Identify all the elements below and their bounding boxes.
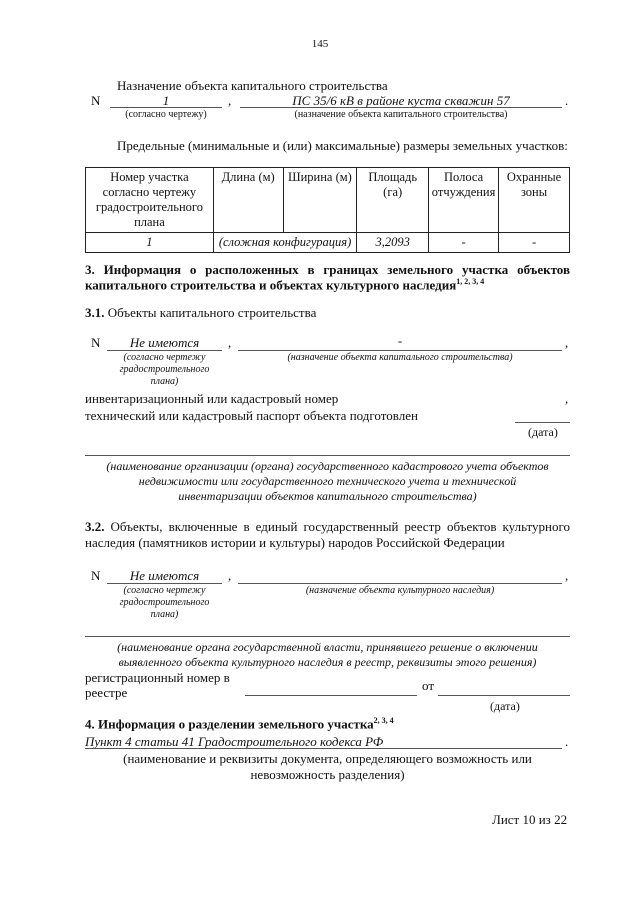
section31-purpose-line [238,350,562,351]
section32-num: 3.2. [85,519,105,534]
section31-value: Не имеются [129,335,200,350]
section4-caption [85,751,570,783]
section32-caption-left-1: (согласно чертежу [123,585,206,596]
section4-caption-1: (наименование и реквизиты документа, определяющего возможность или [123,751,532,766]
section32-authority-2: выявленного объекта культурного наследия в реестр, реквизиты этого решения) [118,655,537,669]
section32-title-line1 [85,519,570,535]
section31-comma: , [228,335,232,350]
section4-title [85,716,394,732]
section31-purpose: - [397,333,403,348]
section31-date-line [515,422,570,423]
section32-reg-label [85,670,230,700]
section31-org-1: (наименование организации (органа) государственного кадастрового учета объектов [106,459,549,473]
section31-org-caption [85,459,570,504]
section4-caption-2: невозможность разделения) [250,767,405,782]
purpose-number: 1 [162,93,170,108]
section32-reg-1: регистрационный номер в [85,670,230,685]
section4-value: Пункт 4 статьи 41 Градостроительного кодекса РФ [85,734,384,749]
sizes-table-header-row [86,168,570,233]
section32-authority-1: (наименование органа государственной власти, принявшего решение о включении [117,640,538,654]
sizes-cell-exclusion: - [429,233,499,253]
section3-title-line2-text: капитального строительства и объектах культурного наследия [85,277,457,293]
section31-title [85,305,316,321]
purpose-number-caption: (согласно чертежу) [125,109,207,120]
section32-comma: , [228,568,232,583]
sizes-header-cell: Охранные зоны [499,168,570,233]
section31-n-label: N [91,335,101,350]
section32-authority-line [85,636,570,637]
section4-value-line [85,748,562,749]
section32-reg-2: реестре [85,685,128,700]
section31-title-text: Объекты капитального строительства [107,305,317,320]
section32-title-line2: наследия (памятников истории и культуры) народов Российской Федерации [85,535,505,550]
section31-org-2: недвижимости или государственного технического учета и технической [138,474,517,488]
page-number: 145 [311,38,329,50]
section31-inventory-comma: , [565,391,569,406]
section4-footnote: 2, 3, 4 [373,716,394,725]
sizes-header-cell: Полоса отчуждения [429,168,499,233]
section31-org-3: инвентаризации объектов капитального строительства) [178,489,477,503]
section31-org-line [85,455,570,456]
section31-passport: технический или кадастровый паспорт объекта подготовлен [85,408,418,423]
section31-num: 3.1. [85,305,105,320]
section31-inventory: инвентаризационный или кадастровый номер [85,391,339,406]
section32-from: от [422,678,435,693]
purpose-value-line [240,107,562,108]
table-row [86,233,570,253]
section4-dot: . [565,734,569,749]
section32-date: (дата) [490,699,520,713]
section31-caption-left-2: градостроительного [119,364,210,375]
purpose-value-caption: (назначение объекта капитального строительства) [294,109,508,120]
section32-reg-line [245,695,417,696]
sizes-cell-dimensions: (сложная конфигурация) [213,233,356,253]
section32-value: Не имеются [129,568,200,583]
section4-title-text: 4. Информация о разделении земельного участка [85,716,374,732]
purpose-heading: Назначение объекта капитального строительства [117,78,388,93]
purpose-number-line [110,107,222,108]
purpose-n-label: N [91,93,101,108]
section32-caption-left-2: градостроительного [119,597,210,608]
section3-title-line2 [85,277,484,293]
sizes-header-cell: Ширина (м) [283,168,357,233]
purpose-value: ПС 35/6 кВ в районе куста скважин 57 [292,93,510,108]
section32-date-line [438,695,570,696]
sheet-counter: Лист 10 из 22 [492,812,568,827]
section32-caption-right: (назначение объекта культурного наследия) [305,585,495,596]
section32-value-line [107,583,222,584]
section32-caption-left [107,585,222,621]
purpose-dot: . [565,93,569,108]
sizes-header-cell: Площадь (га) [357,168,429,233]
section32-authority-caption [85,640,570,670]
section32-n-label: N [91,568,101,583]
section31-date: (дата) [528,425,558,439]
sizes-cell-number: 1 [86,233,214,253]
section32-end-comma: , [565,568,569,583]
section31-caption-right: (назначение объекта капитального строительства) [287,352,513,363]
section3-footnote: 1, 2, 3, 4 [456,277,485,286]
purpose-comma: , [228,93,232,108]
sizes-header-cell: Номер участка согласно чертежу градостроительного плана [86,168,214,233]
sizes-table [85,167,570,253]
section31-end-comma: , [565,335,569,350]
section31-caption-left-3: плана) [150,376,179,387]
sizes-header-cell: Длина (м) [213,168,283,233]
section31-value-line [107,350,222,351]
section3-title-line1: 3. Информация о расположенных в границах земельного участка объектов [85,262,570,277]
sizes-cell-protection: - [499,233,570,253]
section31-caption-left-1: (согласно чертежу [123,352,206,363]
section32-caption-left-3: плана) [150,609,179,620]
sizes-heading: Предельные (минимальные и (или) максимальные) размеры земельных участков: [117,138,568,153]
sizes-cell-area: 3,2093 [357,233,429,253]
section31-caption-left [107,352,222,388]
section32-purpose-line [238,583,562,584]
section32-title-text-1: Объекты, включенные в единый государственный реестр объектов культурного [110,519,571,534]
